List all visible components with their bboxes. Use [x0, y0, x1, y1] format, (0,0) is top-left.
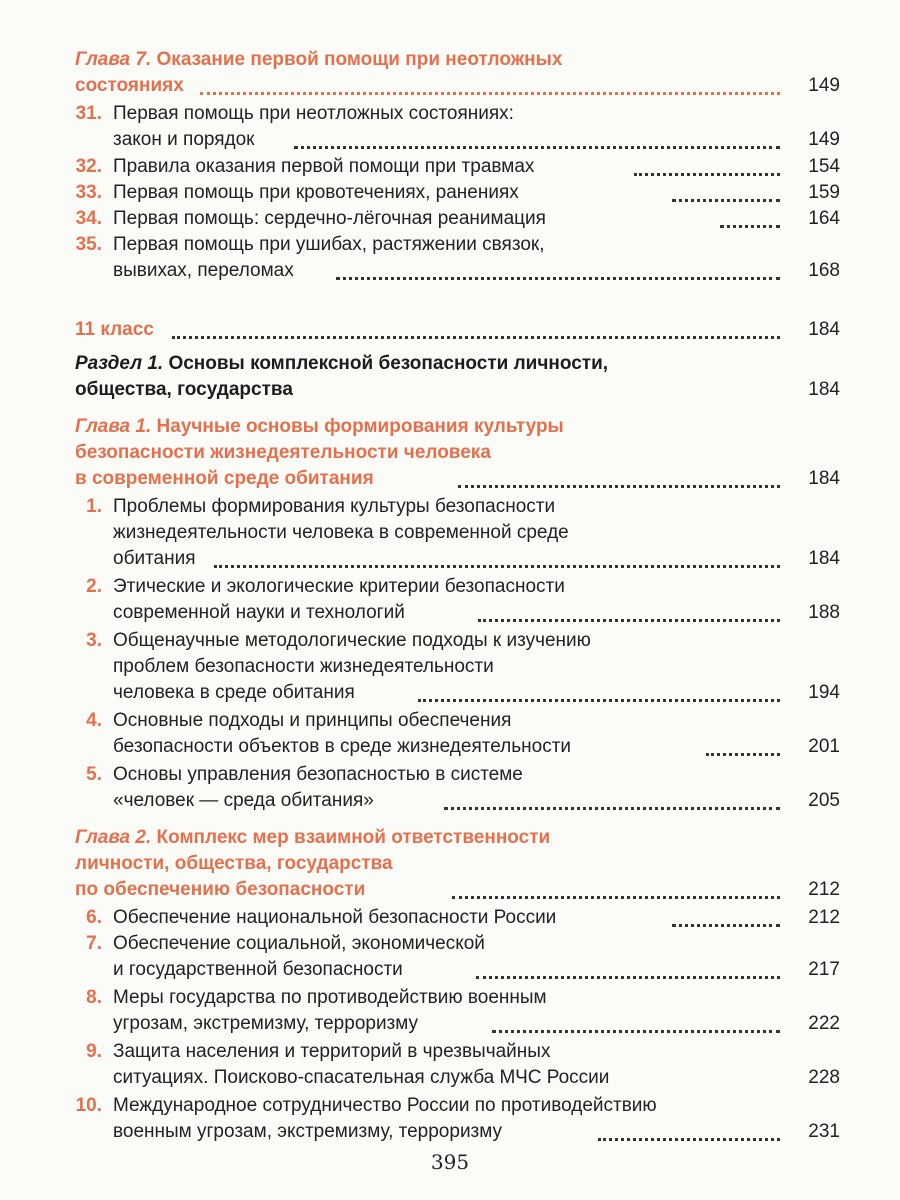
- leader-dots: [672, 195, 780, 202]
- grade-title: 11 класс: [75, 319, 154, 340]
- toc-item-8: [0, 986, 900, 1012]
- page-number: 184: [808, 319, 840, 340]
- item-title: Обеспечение национальной безопасности России: [113, 907, 557, 928]
- item-title: Первая помощь при неотложных состояниях:: [113, 103, 514, 124]
- chapter-title: Научные основы формирования культуры: [156, 416, 564, 437]
- item-title: Правила оказания первой помощи при травмах: [113, 156, 535, 177]
- toc-item-2-cont: [0, 601, 900, 627]
- chapter-title: Оказание первой помощи при неотложных: [156, 49, 563, 70]
- chapter-title: состояниях: [75, 75, 184, 96]
- leader-dots: [452, 892, 780, 899]
- page-number: 149: [808, 75, 840, 96]
- toc-item-3-cont: [0, 655, 900, 681]
- item-number: 32.: [75, 156, 102, 177]
- item-number: 35.: [75, 234, 102, 255]
- grade-heading: [0, 318, 900, 344]
- toc-item-32: [0, 155, 900, 181]
- toc-item-8-cont: [0, 1012, 900, 1038]
- leader-dots: [706, 749, 780, 756]
- item-number: 33.: [75, 182, 102, 203]
- toc-item-4: [0, 709, 900, 735]
- toc-item-3: [0, 629, 900, 655]
- page-number: 217: [808, 959, 840, 980]
- chapter-title: в современной среде обитания: [75, 468, 374, 489]
- item-title: угрозам, экстремизму, терроризму: [113, 1013, 419, 1034]
- chapter-label: Глава 2.: [75, 827, 152, 848]
- toc-item-10: [0, 1094, 900, 1120]
- leader-dots: [598, 1134, 780, 1141]
- item-title: жизнедеятельности человека в современной среде: [113, 522, 569, 543]
- page-number: 212: [808, 879, 840, 900]
- chapter-1-heading-cont: [0, 441, 900, 467]
- item-title: современной науки и технологий: [113, 602, 405, 623]
- item-title: Первая помощь при ушибах, растяжении связок,: [113, 234, 545, 255]
- item-number: 3.: [86, 630, 102, 651]
- section-title: общества, государства: [75, 379, 293, 400]
- page-number: 154: [808, 156, 840, 177]
- item-title: военным угрозам, экстремизму, терроризму: [113, 1121, 503, 1142]
- item-number: 6.: [86, 907, 102, 928]
- leader-dots: [172, 332, 780, 339]
- toc-item-31: [0, 102, 900, 128]
- chapter-label: Глава 7.: [75, 49, 152, 70]
- page-number: 164: [808, 208, 840, 229]
- item-number: 7.: [86, 933, 102, 954]
- chapter-title: Комплекс мер взаимной ответственности: [156, 827, 551, 848]
- leader-dots: [476, 972, 780, 979]
- leader-dots: [478, 615, 780, 622]
- leader-dots: [418, 695, 780, 702]
- page-number: 188: [808, 602, 840, 623]
- item-title: проблем безопасности жизнедеятельности: [113, 656, 494, 677]
- item-number: 8.: [86, 987, 102, 1008]
- item-title: Общенаучные методологические подходы к изучению: [113, 630, 591, 651]
- page-number: 194: [808, 682, 840, 703]
- page-number: 184: [808, 379, 840, 400]
- page-number: 222: [808, 1013, 840, 1034]
- item-title: Этические и экологические критерии безопасности: [113, 576, 565, 597]
- leader-dots: [672, 920, 780, 927]
- toc-item-7-cont: [0, 958, 900, 984]
- chapter-2-heading-cont: [0, 852, 900, 878]
- item-title: Первая помощь при кровотечениях, ранениях: [113, 182, 519, 203]
- item-number: 34.: [75, 208, 102, 229]
- page-number: 212: [808, 907, 840, 928]
- toc-item-9: [0, 1040, 900, 1066]
- item-title: Первая помощь: сердечно-лёгочная реанимация: [113, 208, 546, 229]
- leader-dots: [492, 1026, 780, 1033]
- toc-item-10-cont: [0, 1120, 900, 1146]
- leader-dots: [444, 803, 780, 810]
- chapter-title: безопасности жизнедеятельности человека: [75, 442, 491, 463]
- toc-item-3-cont: [0, 681, 900, 707]
- section-1-heading-cont: [0, 378, 900, 404]
- chapter-1-heading-cont: [0, 467, 900, 493]
- item-number: 4.: [86, 710, 102, 731]
- item-title: безопасности объектов в среде жизнедеятельности: [113, 736, 572, 757]
- item-title: закон и порядок: [113, 129, 255, 150]
- page-number: 149: [808, 129, 840, 150]
- page-number: 159: [808, 182, 840, 203]
- toc-item-2: [0, 575, 900, 601]
- chapter-7-heading: [0, 48, 900, 74]
- toc-item-31-cont: [0, 128, 900, 154]
- item-number: 31.: [75, 103, 102, 124]
- item-title: «человек — среда обитания»: [113, 790, 374, 811]
- chapter-label: Глава 1.: [75, 416, 152, 437]
- page-number: 184: [808, 548, 840, 569]
- leader-dots: [200, 88, 780, 95]
- section-title: Основы комплексной безопасности личности,: [168, 353, 609, 374]
- item-number: 1.: [86, 496, 102, 517]
- page-number: 228: [808, 1067, 840, 1088]
- item-number: 5.: [86, 764, 102, 785]
- item-title: человека в среде обитания: [113, 682, 355, 703]
- page-number: 205: [808, 790, 840, 811]
- section-1-heading: [0, 352, 900, 378]
- leader-dots: [720, 221, 780, 228]
- toc-item-7: [0, 932, 900, 958]
- chapter-title: по обеспечению безопасности: [75, 879, 366, 900]
- leader-dots: [336, 273, 780, 280]
- page-footer-number: 395: [430, 1150, 470, 1174]
- item-number: 10.: [75, 1095, 102, 1116]
- toc-item-5-cont: [0, 789, 900, 815]
- item-title: Обеспечение социальной, экономической: [113, 933, 485, 954]
- page-number: 184: [808, 468, 840, 489]
- toc-item-9-cont: [0, 1066, 900, 1092]
- item-title: Проблемы формирования культуры безопасности: [113, 496, 556, 517]
- chapter-title: личности, общества, государства: [75, 853, 393, 874]
- page-number: 201: [808, 736, 840, 757]
- toc-item-1: [0, 495, 900, 521]
- toc-item-35: [0, 233, 900, 259]
- chapter-7-heading-cont: [0, 74, 900, 100]
- item-number: 9.: [86, 1041, 102, 1062]
- item-title: Международное сотрудничество России по противодействию: [113, 1095, 657, 1116]
- item-title: Основы управления безопасностью в системе: [113, 764, 523, 785]
- toc-item-6: [0, 906, 900, 932]
- toc-item-1-cont: [0, 521, 900, 547]
- toc-item-33: [0, 181, 900, 207]
- item-title: Меры государства по противодействию военным: [113, 987, 547, 1008]
- leader-dots: [294, 142, 780, 149]
- toc-item-5: [0, 763, 900, 789]
- toc-item-4-cont: [0, 735, 900, 761]
- section-label: Раздел 1.: [75, 353, 164, 374]
- toc-item-35-cont: [0, 259, 900, 285]
- item-title: и государственной безопасности: [113, 959, 403, 980]
- page-number: 231: [808, 1121, 840, 1142]
- toc-item-1-cont: [0, 547, 900, 573]
- item-title: ситуациях. Поисково-спасательная служба МЧС России: [113, 1067, 610, 1088]
- chapter-2-heading: [0, 826, 900, 852]
- item-title: Защита населения и территорий в чрезвычайных: [113, 1041, 551, 1062]
- item-title: вывихах, переломах: [113, 260, 294, 281]
- toc-item-34: [0, 207, 900, 233]
- item-number: 2.: [86, 576, 102, 597]
- chapter-2-heading-cont: [0, 878, 900, 904]
- leader-dots: [214, 561, 780, 568]
- leader-dots: [458, 481, 780, 488]
- leader-dots: [634, 169, 780, 176]
- page-number: 168: [808, 260, 840, 281]
- item-title: обитания: [113, 548, 196, 569]
- chapter-1-heading: [0, 415, 900, 441]
- item-title: Основные подходы и принципы обеспечения: [113, 710, 512, 731]
